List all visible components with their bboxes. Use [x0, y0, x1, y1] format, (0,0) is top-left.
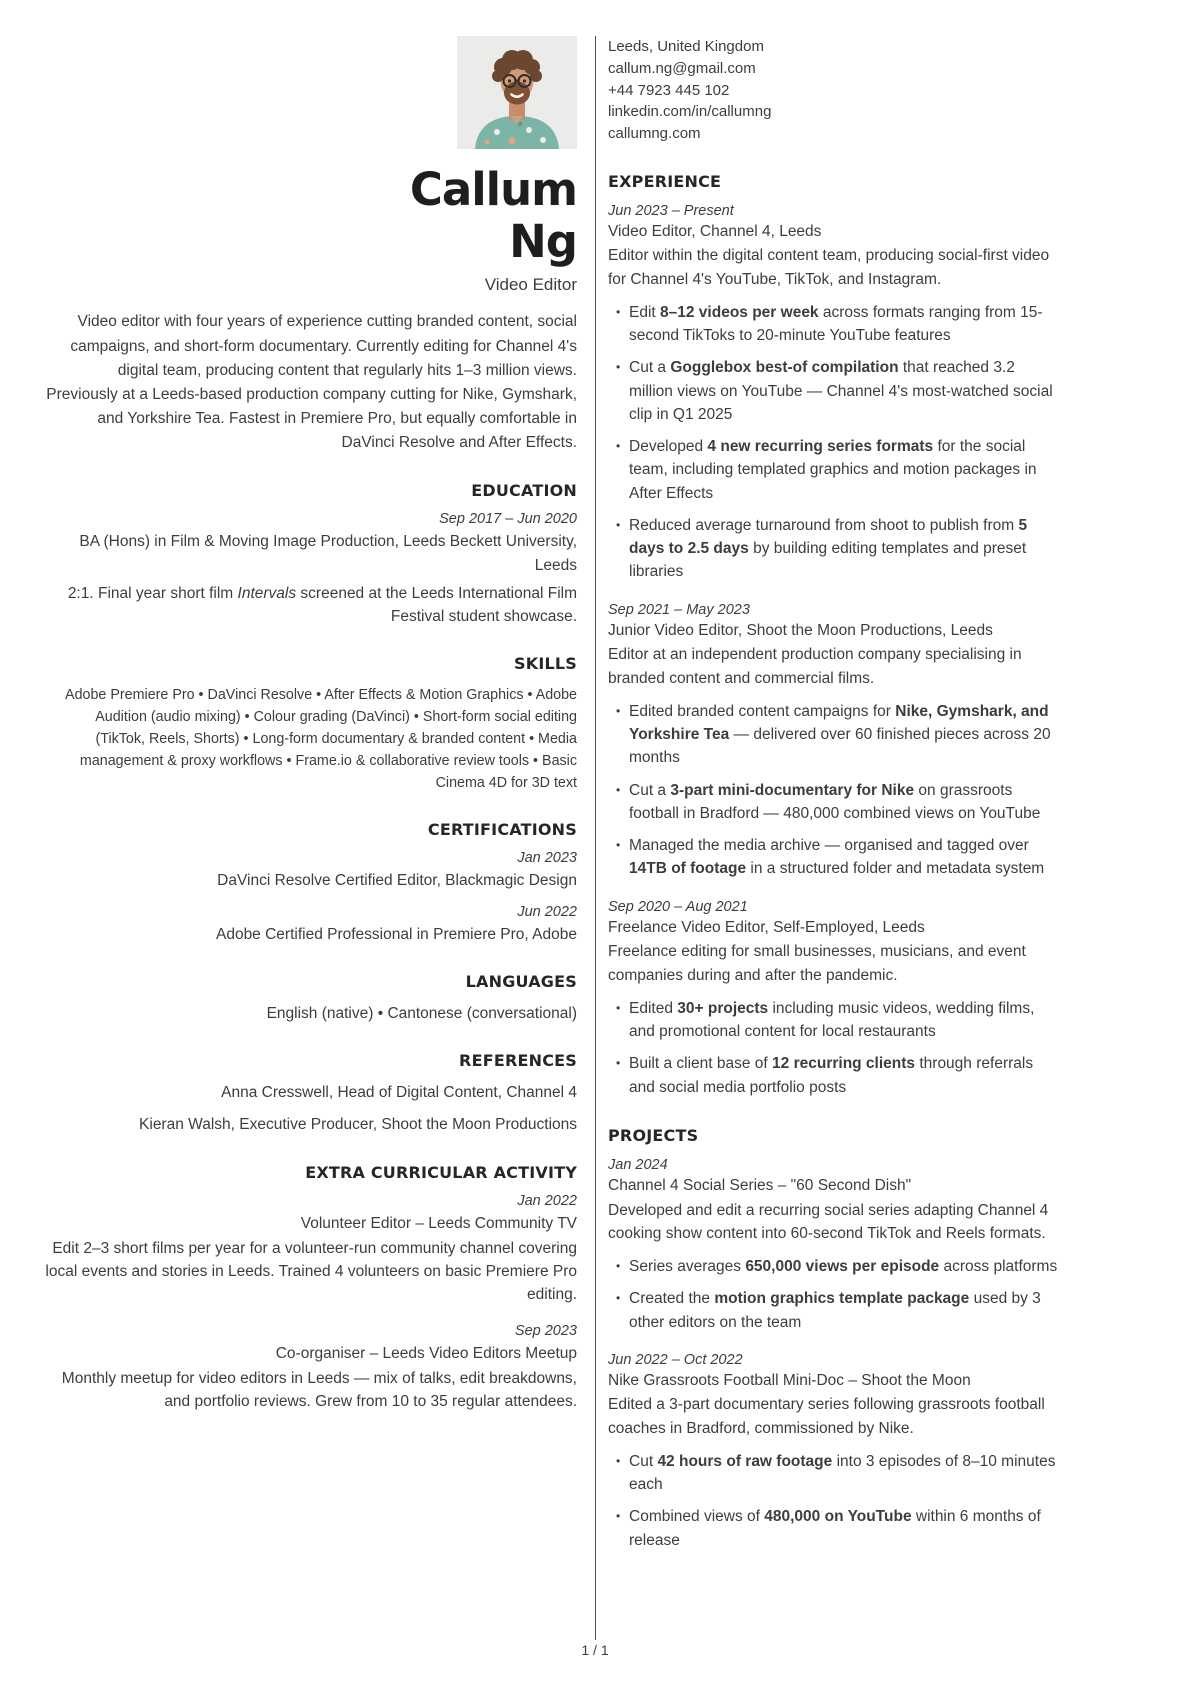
bullet-item: • Edited branded content campaigns for Nike, Gymshark, and Yorkshire Tea — delivered over 60 finished pieces across 20 months	[629, 700, 1063, 770]
job-description: Editor within the digital content team, producing social-first video for Channel 4's YouTube, TikTok, and Instagram.	[608, 247, 1050, 288]
left-column	[45, 36, 577, 1413]
extra-entry-title: Volunteer Editor – Leeds Community TV	[300, 1214, 577, 1232]
job-title: Freelance Video Editor, Self-Employed, Leeds	[608, 918, 925, 936]
job-description: Editor at an independent production company specialising in branded content and commercial films.	[608, 646, 1022, 687]
project-title: Channel 4 Social Series – "60 Second Dish"	[608, 1176, 912, 1194]
certification-title: Adobe Certified Professional in Premiere Pro, Adobe	[215, 925, 577, 943]
references-heading: REFERENCES	[459, 1051, 577, 1071]
education-degree: BA (Hons) in Film & Moving Image Production, Leeds Beckett University, Leeds	[79, 533, 577, 574]
bullet-item: • Created the motion graphics template package used by 3 other editors on the team	[629, 1287, 1063, 1334]
bullet-item: • Cut a 3-part mini-documentary for Nike on grassroots football in Bradford — 480,000 combined views on YouTube	[629, 779, 1063, 826]
contact-phone: +44 7923 445 102	[608, 81, 730, 99]
photo-row	[45, 36, 577, 149]
contact-block	[608, 36, 1063, 145]
project-description: Developed and edit a recurring social series adapting Channel 4 cooking show content into 60-second TikTok and Reels formats.	[608, 1201, 1049, 1242]
languages-list: English (native) • Cantonese (conversational)	[266, 1004, 577, 1022]
job-description: Freelance editing for small businesses, musicians, and event companies during and after the pandemic.	[608, 943, 1026, 984]
projects-heading: PROJECTS	[608, 1125, 699, 1145]
skills-list: Adobe Premiere Pro • DaVinci Resolve • After Effects & Motion Graphics • Adobe Audition (audio mixing) • Colour grading (DaVinci) • Short-form social editing (TikTok, Reels, Shorts) • Long-form documentary & branded content • Media management & proxy workflows • Frame.io & collaborative review tools • Basic Cinema 4D for 3D text	[65, 687, 577, 792]
bullet-item: • Series averages 650,000 views per episode across platforms	[629, 1255, 1063, 1278]
extra-curricular-heading: EXTRA CURRICULAR ACTIVITY	[305, 1162, 577, 1182]
job-title: Junior Video Editor, Shoot the Moon Productions, Leeds	[608, 621, 993, 639]
person-first-name: Callum	[409, 163, 577, 216]
project-entry	[608, 1157, 1063, 1334]
column-divider	[595, 36, 596, 1640]
job-bullet-list	[608, 700, 1063, 881]
experience-entry	[608, 203, 1063, 584]
job-date: Sep 2020 – Aug 2021	[608, 898, 748, 915]
extra-entry-description: Edit 2–3 short films per year for a volunteer-run community channel covering local events and stories in Leeds. Trained 4 volunteers on basic Premiere Pro editing.	[45, 1239, 577, 1304]
bullet-item: • Combined views of 480,000 on YouTube within 6 months of release	[629, 1505, 1063, 1552]
job-bullet-list	[608, 301, 1063, 584]
project-date: Jun 2022 – Oct 2022	[608, 1351, 743, 1368]
person-name	[45, 164, 577, 268]
bullet-item: • Reduced average turnaround from shoot to publish from 5 days to 2.5 days by building editing templates and preset libraries	[629, 514, 1063, 584]
bullet-item: • Edit 8–12 videos per week across formats ranging from 15-second TikToks to 20-minute YouTube features	[629, 301, 1063, 348]
job-date: Jun 2023 – Present	[608, 202, 734, 219]
experience-entry	[608, 899, 1063, 1099]
bullet-item: • Edited 30+ projects including music videos, wedding films, and promotional content for local restaurants	[629, 997, 1063, 1044]
contact-linkedin: linkedin.com/in/callumng	[608, 103, 772, 121]
bullet-item: • Built a client base of 12 recurring clients through referrals and social media portfolio posts	[629, 1052, 1063, 1099]
contact-website: callumng.com	[608, 125, 701, 142]
languages-heading: LANGUAGES	[465, 971, 577, 991]
bullet-item: • Cut 42 hours of raw footage into 3 episodes of 8–10 minutes each	[629, 1450, 1063, 1497]
project-description: Edited a 3-part documentary series following grassroots football coaches in Bradford, commissioned by Nike.	[608, 1396, 1045, 1437]
contact-location: Leeds, United Kingdom	[608, 38, 764, 55]
project-date: Jan 2024	[608, 1156, 668, 1173]
project-bullet-list	[608, 1450, 1063, 1552]
profile-summary: Video editor with four years of experience cutting branded content, social campaigns, and short-form documentary. Currently editing for Channel 4's digital team, producing content that regularly hits 1–3 million views. Previously at a Leeds-based production company cutting for Nike, Gymshark, and Yorkshire Tea. Fastest in Premiere Pro, but equally comfortable in DaVinci Resolve and After Effects.	[46, 313, 577, 452]
certification-title: DaVinci Resolve Certified Editor, Blackmagic Design	[217, 872, 577, 890]
education-heading: EDUCATION	[471, 481, 577, 501]
job-date: Sep 2021 – May 2023	[608, 601, 750, 618]
bullet-item: • Cut a Gogglebox best-of compilation that reached 3.2 million views on YouTube — Channel 4's most-watched social clip in Q1 2025	[629, 356, 1063, 426]
job-title: Video Editor, Channel 4, Leeds	[608, 222, 822, 240]
extra-entry-date: Sep 2023	[514, 1322, 577, 1339]
extra-entry-title: Co-organiser – Leeds Video Editors Meetup	[275, 1344, 577, 1362]
contact-email: callum.ng@gmail.com	[608, 59, 756, 77]
right-column	[608, 36, 1063, 1552]
experience-heading: EXPERIENCE	[608, 171, 722, 191]
education-date: Sep 2017 – Jun 2020	[439, 511, 577, 528]
extra-entry-date: Jan 2022	[517, 1192, 577, 1209]
certification-date: Jan 2023	[517, 850, 577, 867]
certification-date: Jun 2022	[517, 903, 577, 920]
extra-entry-description: Monthly meetup for video editors in Leeds — mix of talks, edit breakdowns, and portfolio reviews. Grew from 10 to 35 regular attendees.	[61, 1369, 577, 1411]
project-title: Nike Grassroots Football Mini-Doc – Shoot the Moon	[608, 1371, 971, 1389]
project-entry	[608, 1352, 1063, 1552]
reference-item: Anna Cresswell, Head of Digital Content, Channel 4	[221, 1084, 577, 1102]
bullet-item: • Developed 4 new recurring series formats for the social team, including templated graphics and motion packages in After Effects	[629, 435, 1063, 505]
page-number: 1 / 1	[581, 1642, 609, 1658]
certifications-heading: CERTIFICATIONS	[427, 820, 577, 840]
bullet-item: • Managed the media archive — organised and tagged over 14TB of footage in a structured folder and metadata system	[629, 834, 1063, 881]
skills-heading: SKILLS	[514, 654, 577, 674]
profile-photo	[457, 36, 577, 149]
person-title: Video Editor	[484, 275, 577, 295]
project-bullet-list	[608, 1255, 1063, 1334]
person-last-name: Ng	[509, 215, 577, 269]
experience-entry	[608, 602, 1063, 881]
reference-item: Kieran Walsh, Executive Producer, Shoot the Moon Productions	[139, 1116, 577, 1134]
job-bullet-list	[608, 997, 1063, 1099]
education-note: 2:1. Final year short film Intervals screened at the Leeds International Film Festival student showcase.	[67, 584, 577, 626]
